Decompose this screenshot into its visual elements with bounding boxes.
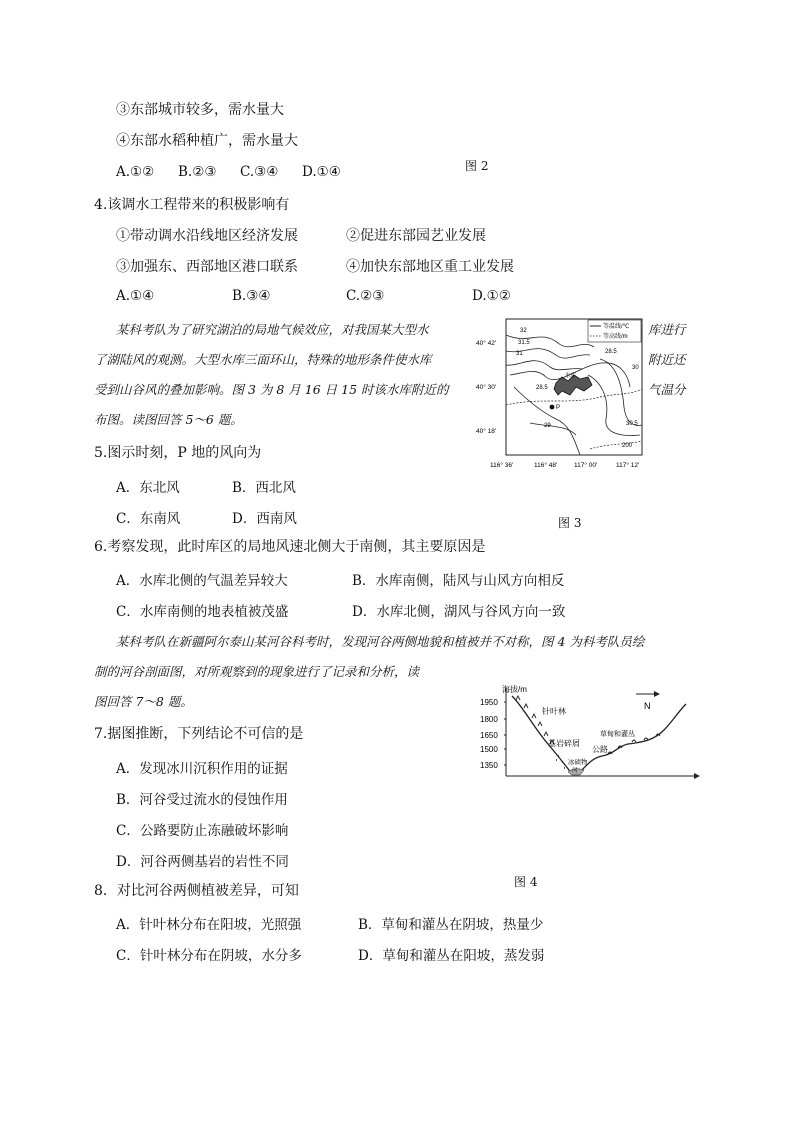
q5-choice-a: A．东北风	[116, 480, 180, 496]
q3-choice-a: A.①②	[116, 164, 155, 180]
iso-label-5: 30	[632, 365, 639, 371]
legend-contour: 等高线/m	[603, 334, 628, 340]
iso-label-3: 31	[516, 351, 523, 357]
intro-5-6-line-4: 布图。读图回答 5～6 题。	[94, 412, 243, 427]
q6-choice-d: D．水库北侧，湖风与谷风方向一致	[352, 604, 566, 620]
legend-isotherm: 等温线/℃	[603, 324, 630, 330]
conifer-trees-icon	[516, 696, 554, 744]
q3-choice-b: B.②③	[178, 164, 217, 180]
intro-5-6-line-1-end: 库进行	[648, 322, 686, 337]
figure-2-caption: 图 2	[465, 159, 489, 173]
q7-choice-b: B．河谷受过流水的侵蚀作用	[116, 792, 288, 808]
y-tick-1650: 1650	[480, 731, 498, 740]
q8-choice-d: D．草甸和灌丛在阳坡，蒸发弱	[358, 948, 545, 964]
q4-choice-d: D.①②	[472, 288, 511, 304]
figure-3-map	[470, 315, 650, 475]
q4-statement-4: ④加快东部地区重工业发展	[346, 259, 514, 275]
q4-statement-3: ③加强东、西部地区港口联系	[116, 259, 298, 275]
q6-choice-a: A．水库北侧的气温差异较大	[116, 573, 288, 589]
q8-choice-b: B．草甸和灌丛在阴坡，热量少	[358, 917, 544, 933]
y-axis-title: 海拔/m	[502, 685, 527, 694]
iso-label-6: 28.5	[536, 385, 548, 391]
label-road: 公路	[592, 745, 608, 754]
q4-statement-2: ②促进东部园艺业发展	[346, 228, 486, 244]
intro-5-6-line-1: 某科考队为了研究湖泊的局地气候效应，对我国某大型水	[116, 322, 429, 337]
q7-stem: 7.据图推断，下列结论不可信的是	[94, 726, 304, 742]
intro-5-6-line-3-end: 气温分	[648, 382, 686, 397]
iso-label-7: 29	[544, 423, 551, 429]
y-tick-1500: 1500	[480, 745, 498, 754]
lon-label-3: 117° 00′	[574, 462, 598, 469]
q8-stem: 8．对比河谷两侧植被差异，可知	[94, 883, 299, 899]
q7-choice-d: D．河谷两侧基岩的岩性不同	[116, 854, 289, 870]
debris-icon	[554, 752, 565, 768]
reservoir-label: 水库	[565, 373, 577, 379]
lon-label-1: 116° 36′	[490, 462, 514, 469]
label-conifer: 针叶林	[542, 707, 566, 716]
figure-4-valley-profile	[468, 682, 700, 784]
intro-7-8-line-1: 某科考队在新疆阿尔泰山某河谷科考时，发现河谷两侧地貌和植被并不对称，图 4 为科考队员绘	[116, 634, 645, 649]
iso-label-1: 32	[520, 328, 527, 334]
q8-choice-c: C．针叶林分布在阴坡，水分多	[116, 948, 302, 964]
label-moraine: 冰碛物	[568, 759, 588, 766]
q4-choice-b: B.③④	[232, 288, 271, 304]
intro-5-6-line-3: 受到山谷风的叠加影响。图 3 为 8 月 16 日 15 时该水库附近的	[94, 382, 449, 397]
q3-choice-d: D.①④	[302, 164, 341, 180]
iso-label-8: 30.5	[626, 421, 638, 427]
figure-3-caption: 图 3	[558, 516, 582, 530]
q7-choice-c: C．公路要防止冻融破坏影响	[116, 823, 289, 839]
q6-choice-c: C．水库南侧的地表植被茂盛	[116, 604, 289, 620]
iso-label-2: 31.5	[518, 340, 530, 346]
q4-statement-1: ①带动调水沿线地区经济发展	[116, 228, 298, 244]
q5-choice-c: C．东南风	[116, 511, 181, 527]
q5-choice-b: B．西北风	[232, 480, 296, 496]
q4-choice-a: A.①④	[116, 288, 155, 304]
lon-label-2: 116° 48′	[534, 462, 558, 469]
q5-stem: 5.图示时刻，P 地的风向为	[94, 445, 262, 461]
intro-7-8-line-2: 制的河谷剖面图，对所观察到的现象进行了记录和分析，读	[94, 664, 420, 679]
q3-statement-4: ④东部水稻种植广，需水量大	[116, 133, 298, 149]
point-p-marker	[550, 405, 555, 410]
intro-7-8-line-3: 图回答 7～8 题。	[94, 694, 193, 709]
q6-stem: 6.考察发现，此时库区的局地风速北侧大于南侧，其主要原因是	[94, 539, 486, 555]
q6-choice-b: B．水库南侧，陆风与山风方向相反	[352, 573, 565, 589]
q3-choice-c: C.③④	[240, 164, 279, 180]
lat-label-1: 40° 42′	[476, 340, 497, 347]
q8-choice-a: A．针叶林分布在阳坡，光照强	[116, 917, 302, 933]
q4-stem: 4.该调水工程带来的积极影响有	[94, 197, 290, 213]
y-tick-1800: 1800	[480, 715, 498, 724]
q5-choice-d: D．西南风	[232, 511, 297, 527]
intro-5-6-line-2-end: 附近还	[648, 352, 686, 367]
q3-statement-3: ③东部城市较多，需水量大	[116, 102, 284, 118]
label-meadow: 草甸和灌丛	[600, 731, 635, 738]
lat-label-2: 40° 30′	[476, 384, 497, 391]
point-p-label: P	[556, 405, 561, 411]
q7-choice-a: A．发现冰川沉积作用的证据	[116, 761, 288, 777]
figure-4-caption: 图 4	[514, 875, 538, 889]
label-debris: 基岩碎屑	[548, 739, 580, 748]
label-river: 河	[572, 768, 578, 774]
y-tick-1350: 1350	[480, 761, 498, 770]
lon-label-4: 117° 12′	[616, 462, 640, 469]
intro-5-6-line-2: 了湖陆风的观测。大型水库三面环山，特殊的地形条件使水库	[94, 352, 432, 367]
y-tick-1950: 1950	[480, 698, 498, 707]
north-label: N	[644, 701, 651, 711]
contour-label: 200	[622, 443, 633, 449]
q4-choice-c: C.②③	[346, 288, 385, 304]
lat-label-3: 40° 18′	[476, 428, 497, 435]
iso-label-4: 28.5	[605, 349, 617, 355]
